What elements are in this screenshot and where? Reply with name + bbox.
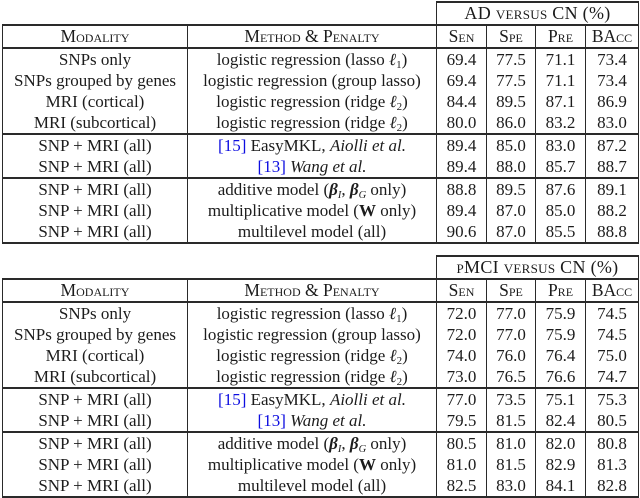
metric-value-bacc: 75.3 [586, 388, 639, 410]
metric-value-pre: 85.5 [536, 221, 586, 243]
method-text: β [349, 180, 359, 199]
span-header-row [3, 256, 639, 279]
method-text: multiplicative model ( [207, 455, 359, 474]
method-cell [188, 91, 437, 112]
method-text: logistic regression (group lasso) [203, 325, 421, 344]
method-text: multilevel model (all) [237, 476, 387, 495]
modality-cell: SNP + MRI (all) [3, 410, 188, 432]
metric-value-sen: 73.0 [437, 366, 487, 388]
modality-cell: SNPs only [3, 48, 188, 70]
table-row [3, 475, 639, 497]
modality-cell: SNP + MRI (all) [3, 432, 188, 454]
method-text: ) [402, 367, 408, 386]
table-row [3, 112, 639, 134]
method-text: logistic regression (ridge [216, 92, 390, 111]
metric-value-bacc: 88.7 [586, 156, 639, 178]
metric-value-sen: 89.4 [437, 134, 487, 156]
metric-value-bacc: 80.8 [586, 432, 639, 454]
metric-value-spe: 73.5 [487, 388, 536, 410]
metric-value-spe: 87.0 [487, 221, 536, 243]
method-text: ) [402, 113, 408, 132]
metric-value-pre: 87.6 [536, 178, 586, 200]
method-text: ) [401, 50, 408, 69]
method-text: only) [375, 455, 417, 474]
method-text: ℓ [389, 92, 397, 111]
table-row [3, 91, 639, 112]
modality-cell: MRI (subcortical) [3, 112, 188, 134]
method-text: multilevel model (all) [237, 222, 387, 241]
method-text: β [329, 180, 338, 199]
column-header-row [3, 279, 639, 302]
method-text: I [337, 190, 342, 201]
table-row [3, 432, 639, 454]
col-header-modality: Modality [3, 25, 188, 48]
table-body-pmci-vs-cn [3, 302, 639, 497]
metric-value-sen: 84.4 [437, 91, 487, 112]
col-header-bacc: BAcc [586, 25, 639, 48]
metric-value-bacc: 74.7 [586, 366, 639, 388]
method-text: ) [401, 304, 408, 323]
method-text: logistic regression (ridge [216, 113, 390, 132]
metric-value-spe: 81.0 [487, 432, 536, 454]
method-text: W [358, 455, 376, 474]
metric-value-spe: 76.0 [487, 345, 536, 366]
col-header-method-penalty: Method & Penalty [188, 279, 437, 302]
citation-link[interactable]: [15] [218, 390, 247, 409]
table-row [3, 48, 639, 70]
metric-value-pre: 75.1 [536, 388, 586, 410]
modality-cell: SNPs grouped by genes [3, 70, 188, 91]
modality-cell: SNP + MRI (all) [3, 388, 188, 410]
method-cell [188, 70, 437, 91]
metric-value-bacc: 82.8 [586, 475, 639, 497]
modality-cell: MRI (subcortical) [3, 366, 188, 388]
method-text: G [358, 190, 367, 201]
method-cell [188, 178, 437, 200]
metric-value-sen: 69.4 [437, 70, 487, 91]
col-header-bacc: BAcc [586, 279, 639, 302]
column-header-row [3, 25, 639, 48]
method-text: EasyMKL, [246, 136, 330, 155]
col-header-pre: Pre [536, 279, 586, 302]
table-row [3, 200, 639, 221]
modality-cell: SNP + MRI (all) [3, 134, 188, 156]
metric-value-sen: 69.4 [437, 48, 487, 70]
method-text: 2 [396, 122, 403, 134]
method-text: logistic regression (group lasso) [203, 71, 421, 90]
method-text: additive model ( [217, 434, 330, 453]
method-text: 2 [396, 101, 403, 113]
method-text: , [341, 434, 350, 453]
citation-link[interactable]: [13] [257, 157, 286, 176]
metric-value-sen: 80.5 [437, 432, 487, 454]
metric-value-bacc: 83.0 [586, 112, 639, 134]
results-table-ad-vs-cn [2, 1, 639, 244]
metric-value-sen: 82.5 [437, 475, 487, 497]
method-text: only) [366, 434, 407, 453]
metric-value-sen: 72.0 [437, 324, 487, 345]
metric-value-sen: 80.0 [437, 112, 487, 134]
modality-cell: SNP + MRI (all) [3, 178, 188, 200]
metric-value-sen: 72.0 [437, 302, 487, 324]
metric-value-bacc: 73.4 [586, 48, 639, 70]
method-text: Wang et al. [290, 157, 367, 176]
method-text: multiplicative model ( [207, 201, 359, 220]
metric-value-spe: 87.0 [487, 200, 536, 221]
method-cell [188, 388, 437, 410]
table-row [3, 454, 639, 475]
table-row [3, 134, 639, 156]
modality-cell: SNP + MRI (all) [3, 454, 188, 475]
table-body-ad-vs-cn [3, 48, 639, 243]
method-text: ℓ [389, 367, 397, 386]
metric-value-pre: 83.2 [536, 112, 586, 134]
metric-value-sen: 90.6 [437, 221, 487, 243]
metric-value-spe: 77.0 [487, 302, 536, 324]
method-text: Aiolli et al. [329, 136, 406, 155]
metric-value-bacc: 88.2 [586, 200, 639, 221]
metric-value-bacc: 89.1 [586, 178, 639, 200]
method-text: logistic regression (lasso [216, 304, 390, 323]
metric-value-bacc: 74.5 [586, 324, 639, 345]
metric-value-spe: 77.0 [487, 324, 536, 345]
method-text: β [329, 434, 338, 453]
table-row [3, 302, 639, 324]
metric-value-pre: 76.6 [536, 366, 586, 388]
metric-value-sen: 79.5 [437, 410, 487, 432]
col-header-sen: Sen [437, 279, 487, 302]
method-cell [188, 112, 437, 134]
metric-value-pre: 71.1 [536, 70, 586, 91]
table-row [3, 410, 639, 432]
metric-value-sen: 77.0 [437, 388, 487, 410]
metric-value-pre: 82.4 [536, 410, 586, 432]
paper-page [0, 1, 640, 495]
metric-value-pre: 75.9 [536, 324, 586, 345]
metric-value-bacc: 88.8 [586, 221, 639, 243]
col-header-method-penalty: Method & Penalty [188, 25, 437, 48]
modality-cell: MRI (cortical) [3, 91, 188, 112]
col-header-spe: Spe [487, 25, 536, 48]
method-cell [188, 134, 437, 156]
metric-value-pre: 85.7 [536, 156, 586, 178]
metric-value-spe: 85.0 [487, 134, 536, 156]
table-title-pmci-vs-cn: pMCI versus CN (%) [437, 256, 639, 279]
table-row [3, 388, 639, 410]
metric-value-spe: 89.5 [487, 178, 536, 200]
method-text: , [341, 180, 350, 199]
metric-value-pre: 85.0 [536, 200, 586, 221]
metric-value-spe: 88.0 [487, 156, 536, 178]
method-text: ) [402, 346, 408, 365]
method-text: logistic regression (lasso [216, 50, 390, 69]
metric-value-sen: 89.4 [437, 200, 487, 221]
metric-value-spe: 76.5 [487, 366, 536, 388]
metric-value-bacc: 74.5 [586, 302, 639, 324]
method-cell [188, 475, 437, 497]
method-text: logistic regression (ridge [216, 346, 390, 365]
method-cell [188, 366, 437, 388]
metric-value-bacc: 87.2 [586, 134, 639, 156]
metric-value-spe: 81.5 [487, 454, 536, 475]
empty-corner [3, 2, 437, 25]
metric-value-sen: 88.8 [437, 178, 487, 200]
method-text: ℓ [389, 113, 397, 132]
col-header-spe: Spe [487, 279, 536, 302]
span-header-row [3, 2, 639, 25]
col-header-modality: Modality [3, 279, 188, 302]
table-row [3, 70, 639, 91]
method-cell [188, 432, 437, 454]
modality-cell: MRI (cortical) [3, 345, 188, 366]
method-cell [188, 454, 437, 475]
metric-value-spe: 86.0 [487, 112, 536, 134]
table-row [3, 366, 639, 388]
method-cell [188, 324, 437, 345]
modality-cell: SNP + MRI (all) [3, 200, 188, 221]
metric-value-pre: 82.9 [536, 454, 586, 475]
method-text: only) [366, 180, 407, 199]
metric-value-pre: 71.1 [536, 48, 586, 70]
metric-value-pre: 75.9 [536, 302, 586, 324]
modality-cell: SNPs grouped by genes [3, 324, 188, 345]
method-text: ) [402, 92, 408, 111]
modality-cell: SNP + MRI (all) [3, 475, 188, 497]
method-text: only) [375, 201, 417, 220]
col-header-sen: Sen [437, 25, 487, 48]
modality-cell: SNPs only [3, 302, 188, 324]
table-row [3, 324, 639, 345]
method-text: ℓ [389, 304, 397, 323]
citation-link[interactable]: [13] [257, 411, 286, 430]
table-row [3, 345, 639, 366]
method-cell [188, 156, 437, 178]
method-text: EasyMKL, [246, 390, 330, 409]
metric-value-spe: 81.5 [487, 410, 536, 432]
metric-value-spe: 77.5 [487, 48, 536, 70]
method-text: 2 [396, 376, 403, 388]
table-row [3, 156, 639, 178]
method-text: logistic regression (ridge [216, 367, 390, 386]
method-text: G [358, 444, 367, 455]
table-title-ad-vs-cn: AD versus CN (%) [437, 2, 639, 25]
metric-value-pre: 82.0 [536, 432, 586, 454]
method-text: 1 [396, 59, 402, 71]
method-cell [188, 200, 437, 221]
col-header-pre: Pre [536, 25, 586, 48]
metric-value-pre: 84.1 [536, 475, 586, 497]
method-cell [188, 302, 437, 324]
empty-corner [3, 256, 437, 279]
metric-value-spe: 77.5 [487, 70, 536, 91]
method-text: Aiolli et al. [329, 390, 406, 409]
modality-cell: SNP + MRI (all) [3, 156, 188, 178]
table-row [3, 178, 639, 200]
method-text: Wang et al. [290, 411, 367, 430]
metric-value-bacc: 81.3 [586, 454, 639, 475]
citation-link[interactable]: [15] [218, 136, 247, 155]
metric-value-bacc: 73.4 [586, 70, 639, 91]
metric-value-pre: 87.1 [536, 91, 586, 112]
method-text: ℓ [389, 346, 397, 365]
method-cell [188, 221, 437, 243]
modality-cell: SNP + MRI (all) [3, 221, 188, 243]
method-text: W [358, 201, 376, 220]
method-cell [188, 48, 437, 70]
method-text: I [337, 444, 342, 455]
metric-value-sen: 81.0 [437, 454, 487, 475]
table-row [3, 221, 639, 243]
metric-value-spe: 83.0 [487, 475, 536, 497]
results-table-pmci-vs-cn [2, 255, 639, 498]
metric-value-bacc: 80.5 [586, 410, 639, 432]
method-text: 2 [396, 355, 403, 367]
method-text: ℓ [389, 50, 397, 69]
metric-value-sen: 74.0 [437, 345, 487, 366]
method-text: β [349, 434, 359, 453]
method-cell [188, 410, 437, 432]
metric-value-sen: 89.4 [437, 156, 487, 178]
metric-value-pre: 83.0 [536, 134, 586, 156]
method-cell [188, 345, 437, 366]
metric-value-bacc: 75.0 [586, 345, 639, 366]
method-text: additive model ( [217, 180, 330, 199]
method-text: 1 [396, 313, 402, 325]
metric-value-pre: 76.4 [536, 345, 586, 366]
metric-value-bacc: 86.9 [586, 91, 639, 112]
metric-value-spe: 89.5 [487, 91, 536, 112]
